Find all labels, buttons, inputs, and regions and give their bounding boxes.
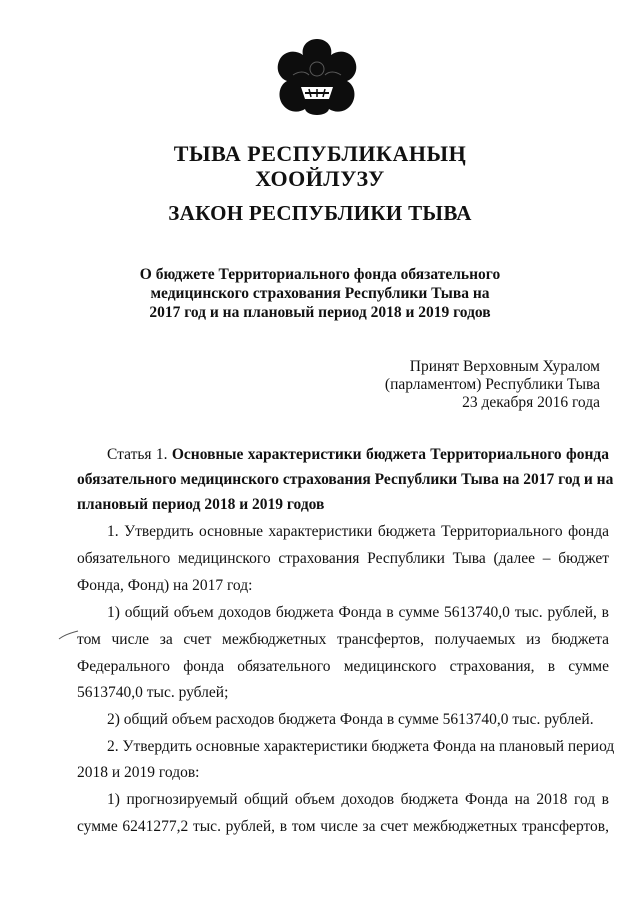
adoption-info-line: Принят Верховным Хуралом xyxy=(409,358,600,375)
pen-mark-icon xyxy=(58,629,80,643)
document-title-line: О бюджете Территориального фонда обязательного xyxy=(139,266,501,283)
body-line: том числе за счет межбюджетных трансфертов, получаемых из бюджета xyxy=(77,631,609,648)
adoption-info-line: (парламентом) Республики Тыва xyxy=(384,376,600,393)
article-prefix: Статья 1. xyxy=(107,446,172,463)
adoption-info-line: 23 декабря 2016 года xyxy=(462,394,600,411)
article-heading-line xyxy=(107,445,609,465)
document-title-line: медицинского страхования Республики Тыва на xyxy=(150,285,490,302)
header-line-2: ХООЙЛУЗУ xyxy=(255,166,385,191)
emblem-icon xyxy=(271,35,363,121)
body-line: сумме 6241277,2 тыс. рублей, в том числе за счет межбюджетных трансфертов, xyxy=(77,818,609,835)
article-heading-line: плановый период 2018 и 2019 годов xyxy=(77,496,325,513)
article-heading-line: обязательного медицинского страхования Республики Тыва на 2017 год и на xyxy=(77,471,614,488)
body-line: 1) общий объем доходов бюджета Фонда в сумме 5613740,0 тыс. рублей, в xyxy=(107,604,609,621)
body-line: 2018 и 2019 годов: xyxy=(77,764,200,781)
body-line: обязательного медицинского страхования Республики Тыва (далее – бюджет xyxy=(77,550,609,567)
body-line: Фонда, Фонд) на 2017 год: xyxy=(77,577,253,594)
body-line: 5613740,0 тыс. рублей; xyxy=(77,684,229,701)
law-title: ЗАКОН РЕСПУБЛИКИ ТЫВА xyxy=(168,201,472,225)
body-line: 1) прогнозируемый общий объем доходов бюджета Фонда на 2018 год в xyxy=(107,791,609,808)
body-line: 2. Утвердить основные характеристики бюджета Фонда на плановый период xyxy=(107,738,615,755)
body-line: Федерального фонда обязательного медицинского страхования, в сумме xyxy=(77,658,609,675)
article-heading-text: Основные характеристики бюджета Территориального фонда xyxy=(171,446,609,463)
header-line-1: ТЫВА РЕСПУБЛИКАНЫҢ xyxy=(173,141,467,166)
body-line: 2) общий объем расходов бюджета Фонда в сумме 5613740,0 тыс. рублей. xyxy=(107,711,594,728)
document-title-line: 2017 год и на плановый период 2018 и 2019 годов xyxy=(149,304,491,321)
body-line: 1. Утвердить основные характеристики бюджета Территориального фонда xyxy=(107,523,609,540)
